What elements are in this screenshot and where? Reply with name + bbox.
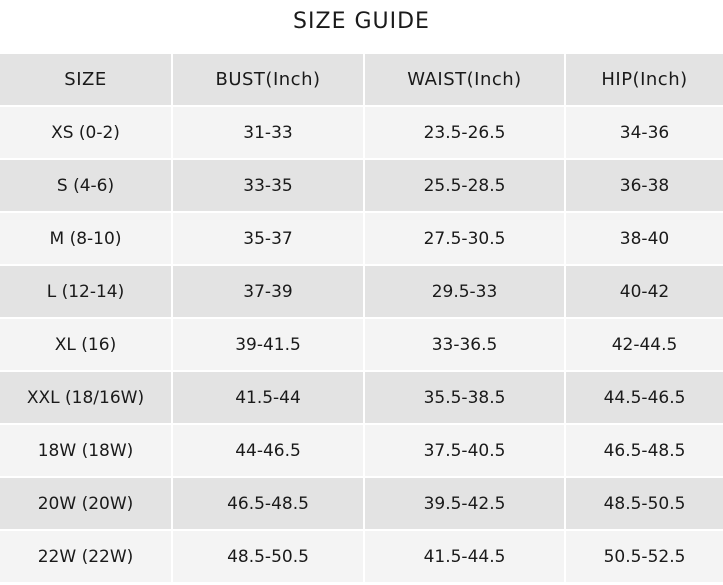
table-row — [0, 318, 723, 371]
waist-cell: 35.5-38.5 — [364, 371, 565, 424]
waist-cell: 25.5-28.5 — [364, 159, 565, 212]
hip-cell: 50.5-52.5 — [565, 530, 723, 583]
hip-cell: 40-42 — [565, 265, 723, 318]
table-row — [0, 530, 723, 583]
waist-cell: 39.5-42.5 — [364, 477, 565, 530]
header-row — [0, 54, 723, 106]
header-waist: WAIST(Inch) — [364, 54, 565, 106]
bust-cell: 33-35 — [172, 159, 364, 212]
size-cell: S (4-6) — [0, 159, 172, 212]
size-cell: 22W (22W) — [0, 530, 172, 583]
hip-cell: 34-36 — [565, 106, 723, 159]
hip-cell: 36-38 — [565, 159, 723, 212]
size-cell: L (12-14) — [0, 265, 172, 318]
waist-cell: 27.5-30.5 — [364, 212, 565, 265]
header-size: SIZE — [0, 54, 172, 106]
waist-cell: 33-36.5 — [364, 318, 565, 371]
table-row — [0, 159, 723, 212]
table-row — [0, 106, 723, 159]
header-hip: HIP(Inch) — [565, 54, 723, 106]
table-row — [0, 477, 723, 530]
size-cell: 18W (18W) — [0, 424, 172, 477]
hip-cell: 42-44.5 — [565, 318, 723, 371]
size-cell: XL (16) — [0, 318, 172, 371]
table-row — [0, 371, 723, 424]
bust-cell: 31-33 — [172, 106, 364, 159]
hip-cell: 48.5-50.5 — [565, 477, 723, 530]
table-body — [0, 106, 723, 583]
waist-cell: 29.5-33 — [364, 265, 565, 318]
size-cell: M (8-10) — [0, 212, 172, 265]
size-cell: XS (0-2) — [0, 106, 172, 159]
size-cell: 20W (20W) — [0, 477, 172, 530]
waist-cell: 23.5-26.5 — [364, 106, 565, 159]
bust-cell: 46.5-48.5 — [172, 477, 364, 530]
bust-cell: 39-41.5 — [172, 318, 364, 371]
table-header — [0, 54, 723, 106]
bust-cell: 48.5-50.5 — [172, 530, 364, 583]
waist-cell: 37.5-40.5 — [364, 424, 565, 477]
header-bust: BUST(Inch) — [172, 54, 364, 106]
table-row — [0, 212, 723, 265]
bust-cell: 41.5-44 — [172, 371, 364, 424]
bust-cell: 37-39 — [172, 265, 364, 318]
bust-cell: 35-37 — [172, 212, 364, 265]
size-guide-table — [0, 54, 723, 584]
hip-cell: 46.5-48.5 — [565, 424, 723, 477]
size-cell: XXL (18/16W) — [0, 371, 172, 424]
page-title: SIZE GUIDE — [293, 9, 430, 34]
hip-cell: 44.5-46.5 — [565, 371, 723, 424]
bust-cell: 44-46.5 — [172, 424, 364, 477]
hip-cell: 38-40 — [565, 212, 723, 265]
table-row — [0, 265, 723, 318]
table-row — [0, 424, 723, 477]
waist-cell: 41.5-44.5 — [364, 530, 565, 583]
